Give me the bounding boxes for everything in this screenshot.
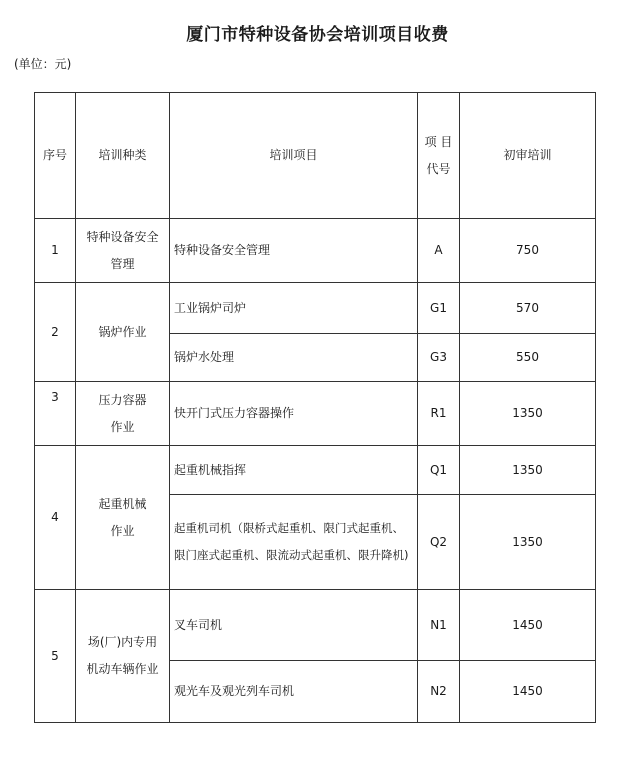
code-cell: N1 (418, 590, 460, 661)
item-cell: 观光车及观光列车司机 (170, 661, 418, 723)
category-cell (76, 590, 170, 723)
seq-cell: 5 (35, 590, 76, 723)
header-category: 培训种类 (76, 93, 170, 219)
item-line: 起重机司机（限桥式起重机、限门式起重机、 (174, 521, 404, 535)
seq-cell: 2 (35, 283, 76, 382)
fee-cell: 1350 (460, 382, 596, 446)
category-cell (76, 446, 170, 590)
header-code-line2: 代号 (426, 161, 451, 176)
category-line: 机动车辆作业 (86, 662, 159, 676)
code-cell: R1 (418, 382, 460, 446)
fee-table (34, 92, 596, 723)
code-cell: G1 (418, 283, 460, 334)
fee-cell: 1450 (460, 590, 596, 661)
category-line: 场(厂)内专用 (87, 635, 158, 649)
table-row (35, 283, 596, 334)
item-cell: 快开门式压力容器操作 (170, 382, 418, 446)
fee-cell: 1350 (460, 446, 596, 495)
category-line: 特种设备安全 (86, 229, 159, 244)
category-cell (76, 382, 170, 446)
category-line: 锅炉作业 (98, 324, 147, 339)
table-row (35, 382, 596, 446)
item-line: 限门座式起重机、限流动式起重机、限升降机) (174, 548, 409, 562)
item-cell: 叉车司机 (170, 590, 418, 661)
item-cell (170, 495, 418, 590)
fee-cell: 750 (460, 219, 596, 283)
document-title: 厦门市特种设备协会培训项目收费 (186, 25, 449, 45)
item-cell: 起重机械指挥 (170, 446, 418, 495)
code-cell: A (418, 219, 460, 283)
category-line: 压力容器 (98, 392, 147, 407)
header-seq: 序号 (35, 93, 76, 219)
category-line: 管理 (110, 256, 135, 271)
item-cell: 特种设备安全管理 (170, 219, 418, 283)
unit-note: (单位：元) (14, 57, 72, 71)
code-cell: Q2 (418, 495, 460, 590)
category-line: 作业 (110, 419, 135, 434)
category-cell (76, 219, 170, 283)
fee-cell: 1450 (460, 661, 596, 723)
fee-cell: 570 (460, 283, 596, 334)
category-line: 起重机械 (98, 496, 147, 511)
seq-cell: 3 (35, 382, 76, 446)
table-row (35, 219, 596, 283)
table-row (35, 446, 596, 495)
code-cell: G3 (418, 334, 460, 382)
header-code-line1: 项 目 (424, 134, 453, 149)
item-cell: 锅炉水处理 (170, 334, 418, 382)
header-code (418, 93, 460, 219)
code-cell: Q1 (418, 446, 460, 495)
category-cell (76, 283, 170, 382)
seq-cell: 4 (35, 446, 76, 590)
header-item: 培训项目 (170, 93, 418, 219)
item-cell: 工业锅炉司炉 (170, 283, 418, 334)
table-row (35, 590, 596, 661)
fee-cell: 1350 (460, 495, 596, 590)
header-row (35, 93, 596, 219)
header-fee: 初审培训 (460, 93, 596, 219)
category-line: 作业 (110, 523, 135, 538)
code-cell: N2 (418, 661, 460, 723)
fee-cell: 550 (460, 334, 596, 382)
seq-cell: 1 (35, 219, 76, 283)
